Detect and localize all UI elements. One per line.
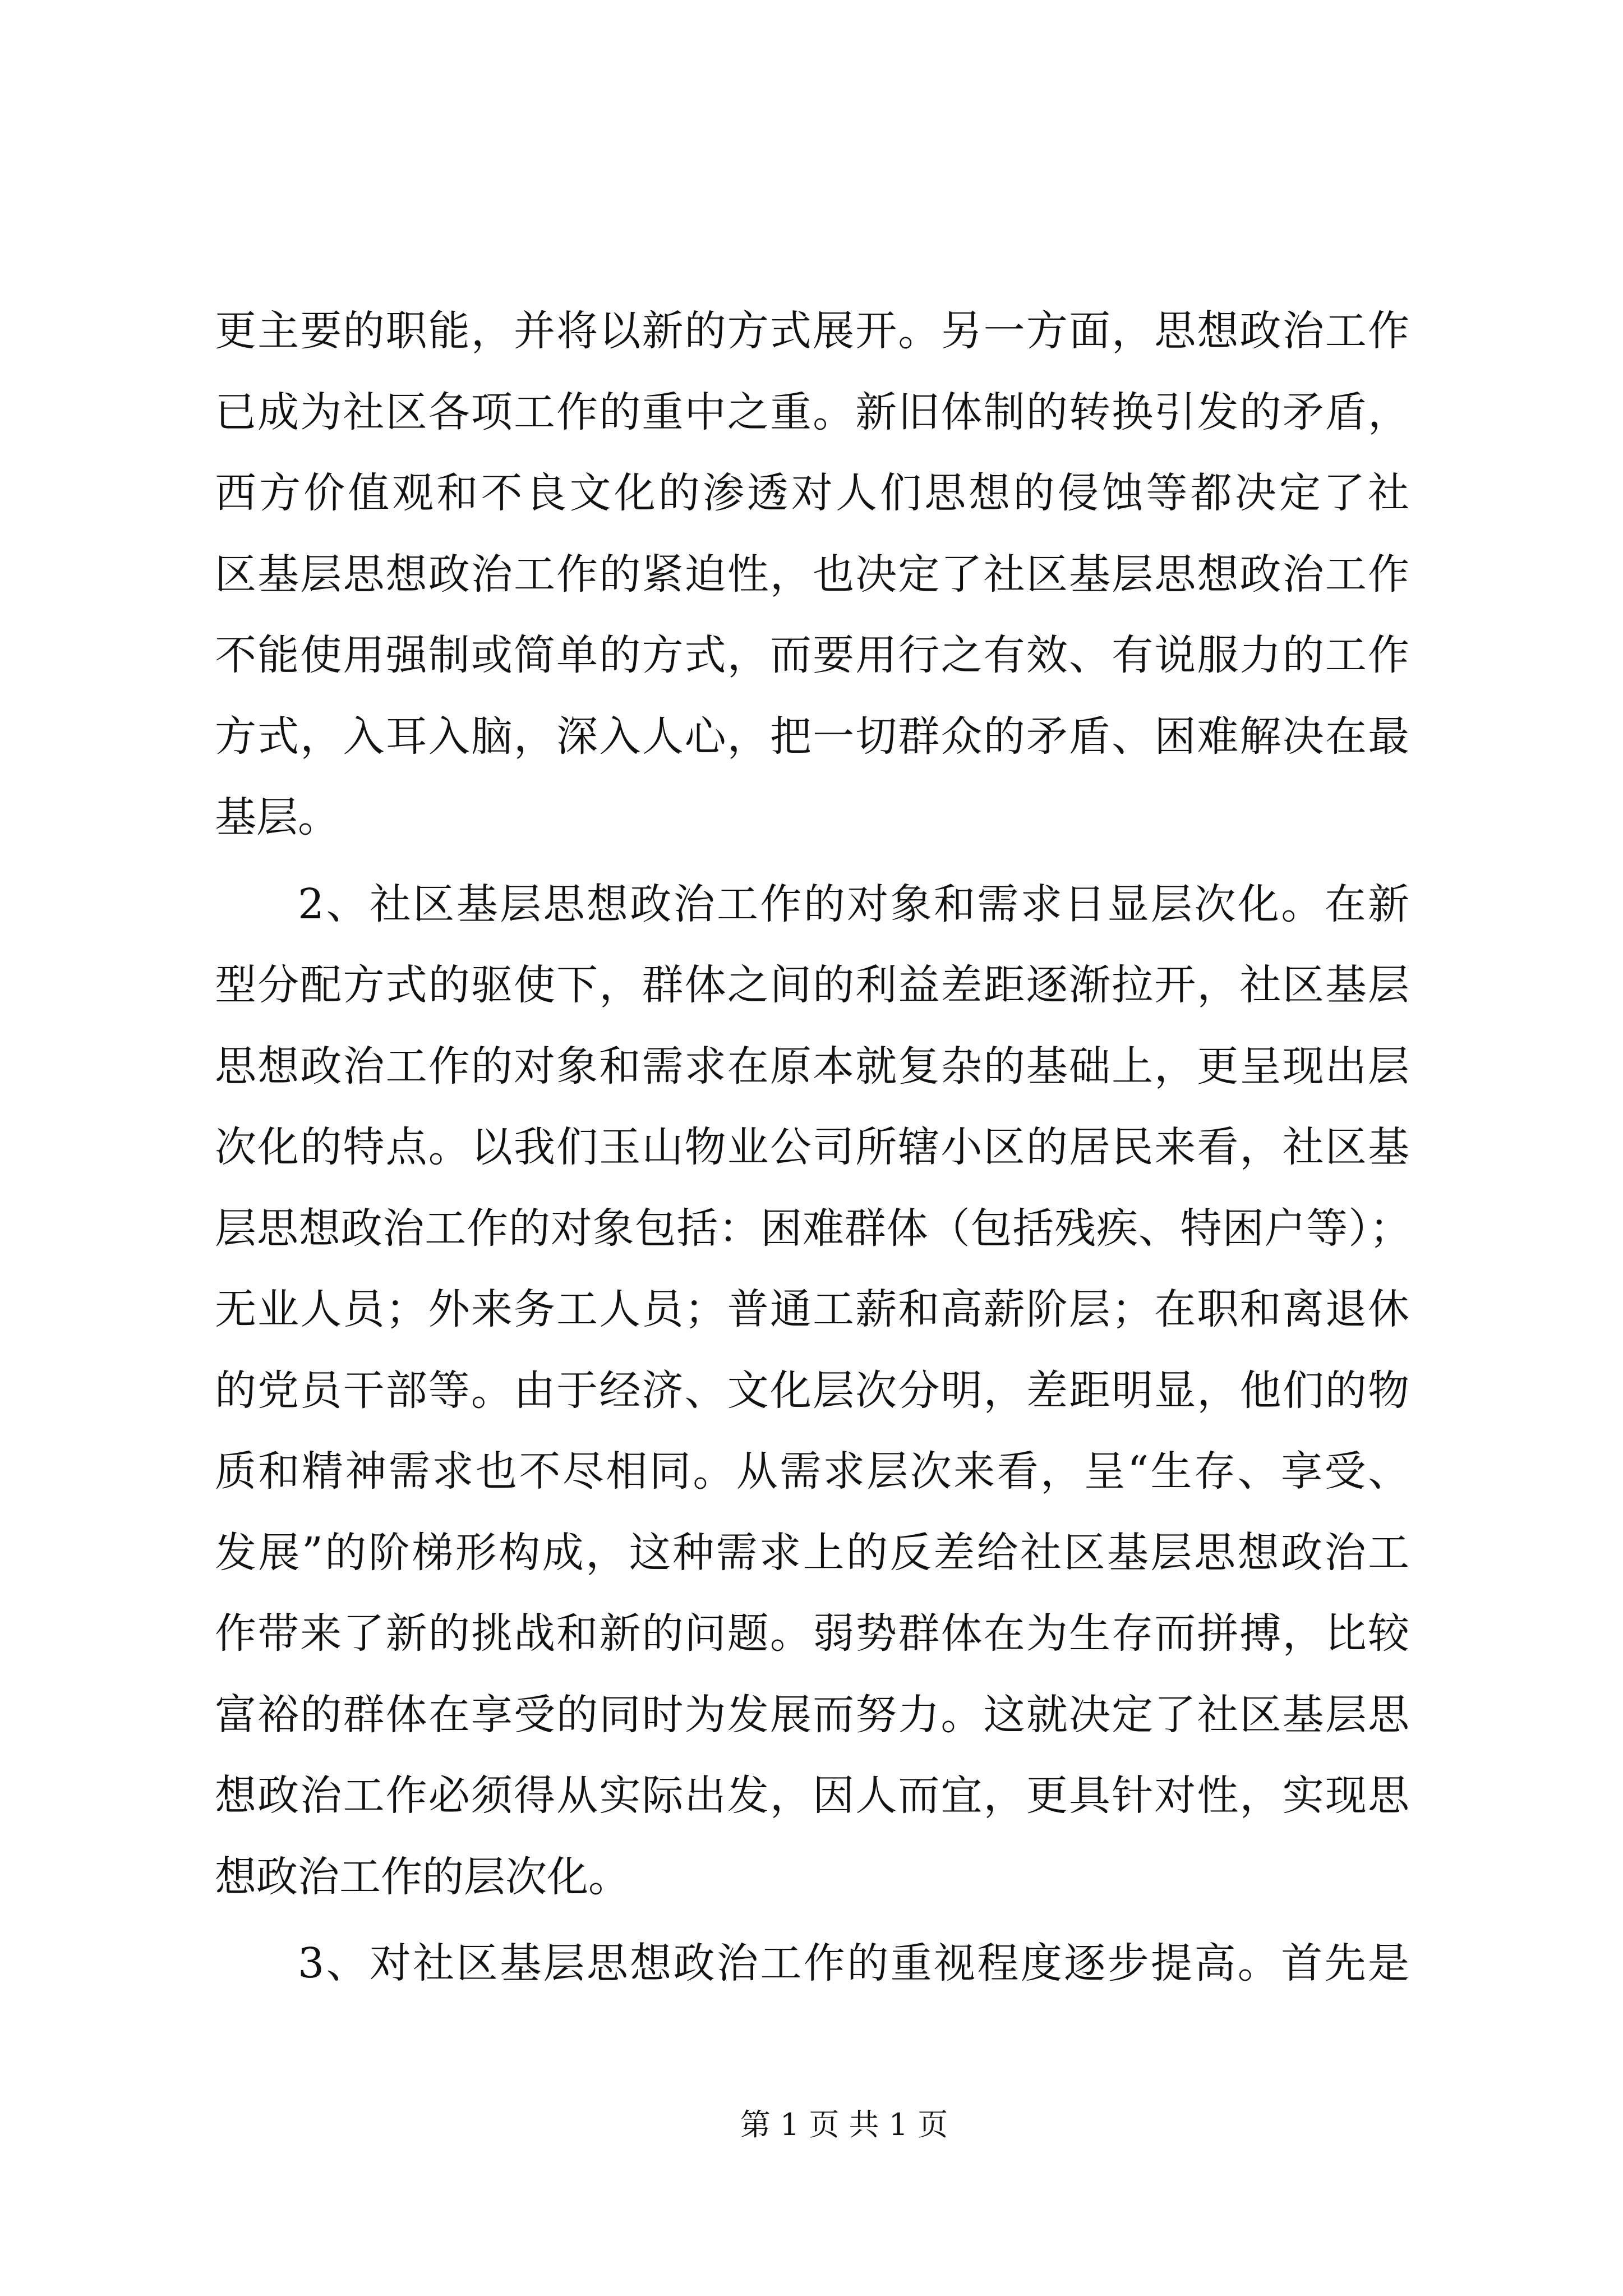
text-line: 2、社区基层思想政治工作的对象和需求日显层次化。在新 — [298, 880, 1409, 928]
text-line: 型分配方式的驱使下，群体之间的利益差距逐渐拉开，社区基层 — [215, 961, 1409, 1009]
text-line: 次化的特点。以我们玉山物业公司所辖小区的居民来看，社区基 — [215, 1123, 1409, 1171]
text-line: 不能使用强制或简单的方式，而要用行之有效、有说服力的工作 — [215, 631, 1409, 679]
text-line: 已成为社区各项工作的重中之重。新旧体制的转换引发的矛盾， — [215, 388, 1409, 436]
text-line: 质和精神需求也不尽相同。从需求层次来看，呈“生存、享受、 — [215, 1447, 1409, 1496]
text-line: 无业人员；外来务工人员；普通工薪和高薪阶层；在职和离退休 — [215, 1285, 1409, 1333]
text-line: 层思想政治工作的对象包括：困难群体（包括残疾、特困户等）； — [215, 1204, 1409, 1253]
text-line: 方式，入耳入脑，深入人心，把一切群众的矛盾、困难解决在最 — [215, 712, 1409, 761]
paragraph — [215, 291, 1409, 858]
document-body — [215, 291, 1409, 2010]
text-line: 3、对社区基层思想政治工作的重视程度逐步提高。首先是 — [298, 1939, 1409, 1987]
text-line: 想政治工作的层次化。 — [215, 1852, 630, 1901]
paragraph — [215, 864, 1409, 1918]
text-line: 作带来了新的挑战和新的问题。弱势群体在为生存而拼搏，比较 — [215, 1609, 1409, 1658]
paragraph — [215, 1923, 1409, 2004]
text-line: 富裕的群体在享受的同时为发展而努力。这就决定了社区基层思 — [215, 1690, 1409, 1739]
text-line: 想政治工作必须得从实际出发，因人而宜，更具针对性，实现思 — [215, 1772, 1409, 1820]
text-line: 西方价值观和不良文化的渗透对人们思想的侵蚀等都决定了社 — [215, 469, 1409, 517]
text-line: 思想政治工作的对象和需求在原本就复杂的基础上，更呈现出层 — [215, 1042, 1409, 1091]
text-line: 基层。 — [215, 793, 339, 841]
page-number: 第 1 页 共 1 页 — [740, 2107, 948, 2142]
text-line: 更主要的职能，并将以新的方式展开。另一方面，思想政治工作 — [215, 307, 1409, 355]
text-line: 发展”的阶梯形构成，这种需求上的反差给社区基层思想政治工 — [215, 1528, 1409, 1577]
text-line: 的党员干部等。由于经济、文化层次分明，差距明显，他们的物 — [215, 1366, 1409, 1415]
text-line: 区基层思想政治工作的紧迫性，也决定了社区基层思想政治工作 — [215, 550, 1409, 599]
page-footer — [739, 2105, 949, 2145]
